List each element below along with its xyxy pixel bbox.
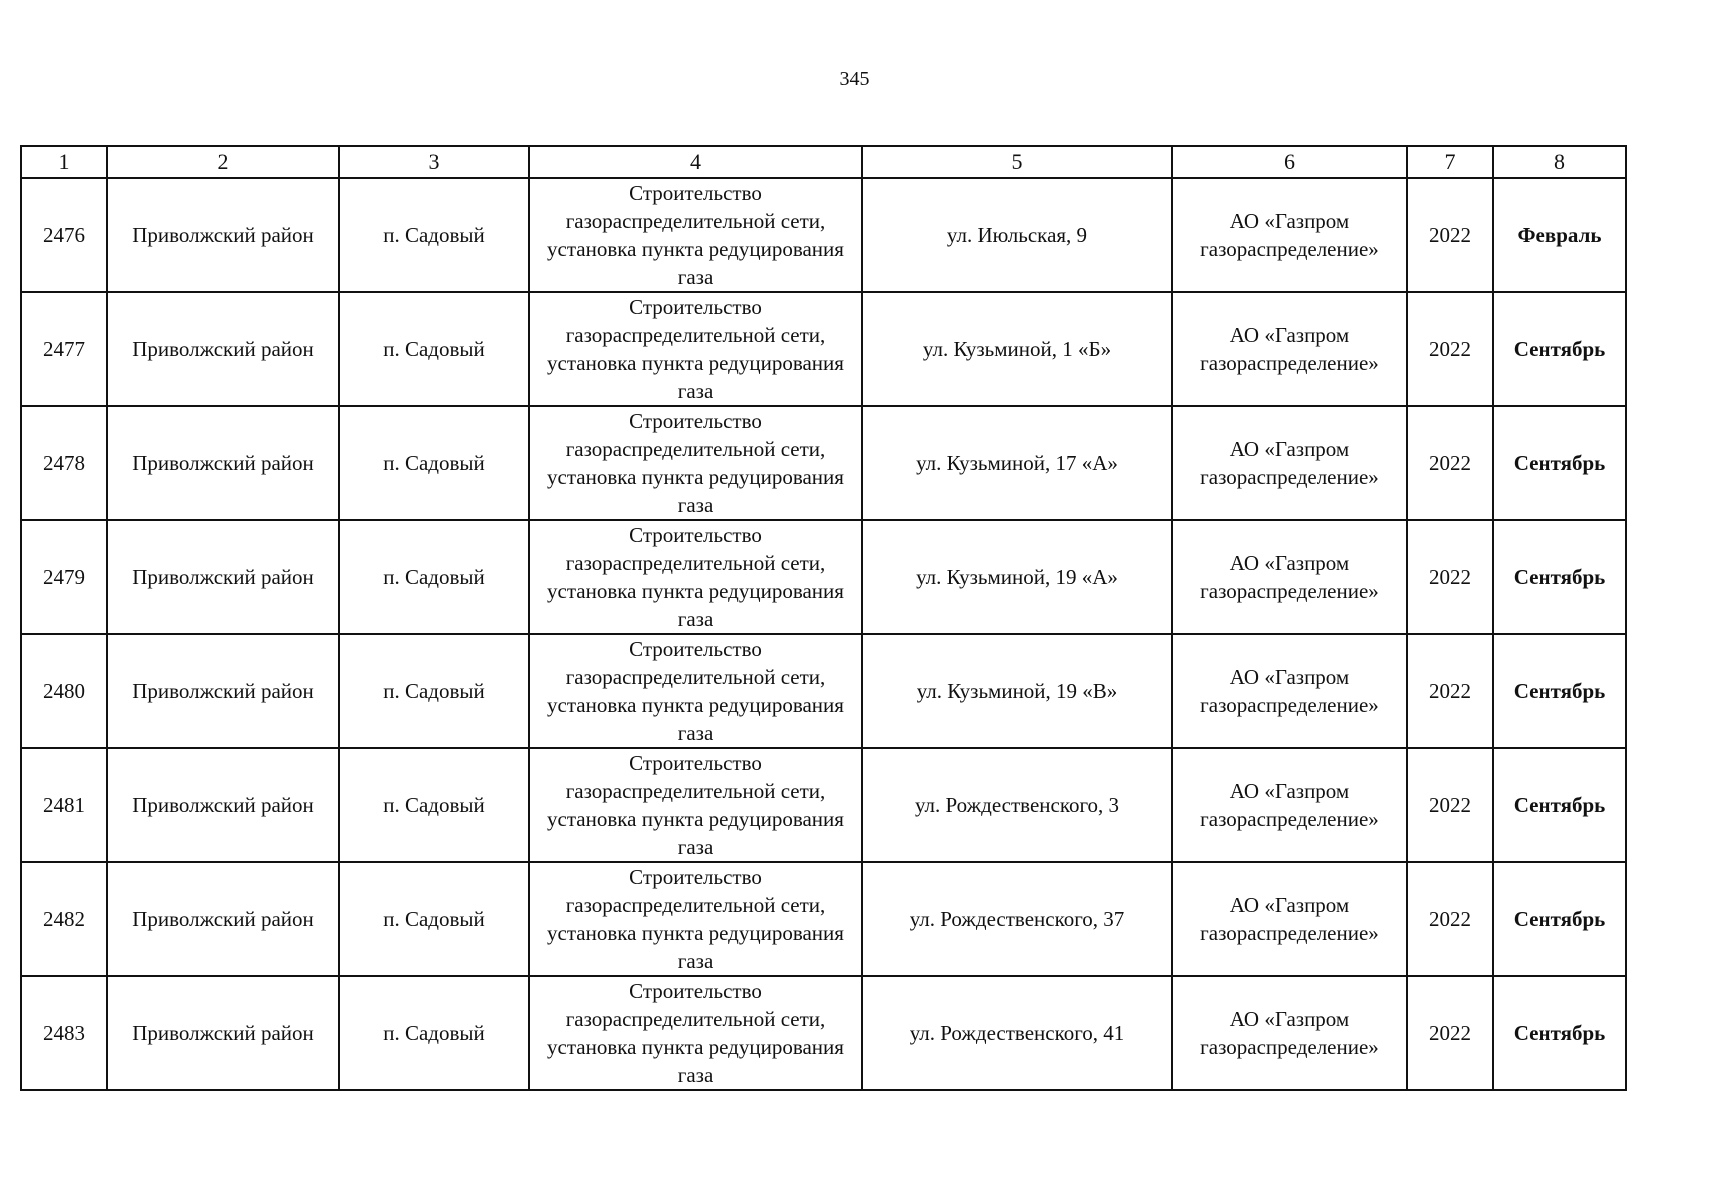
district-cell: Приволжский район (107, 178, 339, 292)
month-cell: Сентябрь (1493, 976, 1626, 1090)
work-type-cell: Строительство газораспределительной сети, установка пункта редуцирования газа (529, 634, 862, 748)
district-cell: Приволжский район (107, 292, 339, 406)
header-col-2: 2 (107, 146, 339, 178)
row-number-cell: 2480 (21, 634, 107, 748)
work-type-cell: Строительство газораспределительной сети, установка пункта редуцирования газа (529, 406, 862, 520)
month-cell: Февраль (1493, 178, 1626, 292)
address-cell: ул. Кузьминой, 19 «В» (862, 634, 1172, 748)
settlement-cell: п. Садовый (339, 406, 529, 520)
table-row (21, 406, 1626, 520)
organization-cell: АО «Газпром газораспределение» (1172, 862, 1407, 976)
row-number-cell: 2483 (21, 976, 107, 1090)
year-cell: 2022 (1407, 634, 1493, 748)
settlement-cell: п. Садовый (339, 862, 529, 976)
organization-cell: АО «Газпром газораспределение» (1172, 520, 1407, 634)
year-cell: 2022 (1407, 292, 1493, 406)
month-cell: Сентябрь (1493, 292, 1626, 406)
address-cell: ул. Кузьминой, 19 «А» (862, 520, 1172, 634)
year-cell: 2022 (1407, 406, 1493, 520)
table-row (21, 862, 1626, 976)
work-type-cell: Строительство газораспределительной сети, установка пункта редуцирования газа (529, 862, 862, 976)
header-col-3: 3 (339, 146, 529, 178)
year-cell: 2022 (1407, 748, 1493, 862)
district-cell: Приволжский район (107, 862, 339, 976)
year-cell: 2022 (1407, 520, 1493, 634)
row-number-cell: 2482 (21, 862, 107, 976)
row-number-cell: 2479 (21, 520, 107, 634)
address-cell: ул. Кузьминой, 17 «А» (862, 406, 1172, 520)
address-cell: ул. Рождественского, 3 (862, 748, 1172, 862)
year-cell: 2022 (1407, 976, 1493, 1090)
row-number-cell: 2477 (21, 292, 107, 406)
header-col-7: 7 (1407, 146, 1493, 178)
gas-network-schedule-table (20, 145, 1627, 1091)
year-cell: 2022 (1407, 862, 1493, 976)
header-col-4: 4 (529, 146, 862, 178)
year-cell: 2022 (1407, 178, 1493, 292)
table-row (21, 976, 1626, 1090)
page-number: 345 (839, 68, 870, 90)
district-cell: Приволжский район (107, 976, 339, 1090)
row-number-cell: 2478 (21, 406, 107, 520)
organization-cell: АО «Газпром газораспределение» (1172, 406, 1407, 520)
row-number-cell: 2481 (21, 748, 107, 862)
row-number-cell: 2476 (21, 178, 107, 292)
organization-cell: АО «Газпром газораспределение» (1172, 748, 1407, 862)
organization-cell: АО «Газпром газораспределение» (1172, 292, 1407, 406)
settlement-cell: п. Садовый (339, 634, 529, 748)
header-col-8: 8 (1493, 146, 1626, 178)
work-type-cell: Строительство газораспределительной сети, установка пункта редуцирования газа (529, 976, 862, 1090)
address-cell: ул. Рождественского, 37 (862, 862, 1172, 976)
month-cell: Сентябрь (1493, 520, 1626, 634)
month-cell: Сентябрь (1493, 862, 1626, 976)
header-col-5: 5 (862, 146, 1172, 178)
district-cell: Приволжский район (107, 634, 339, 748)
work-type-cell: Строительство газораспределительной сети, установка пункта редуцирования газа (529, 178, 862, 292)
organization-cell: АО «Газпром газораспределение» (1172, 634, 1407, 748)
header-col-6: 6 (1172, 146, 1407, 178)
table-row (21, 748, 1626, 862)
address-cell: ул. Кузьминой, 1 «Б» (862, 292, 1172, 406)
settlement-cell: п. Садовый (339, 292, 529, 406)
address-cell: ул. Рождественского, 41 (862, 976, 1172, 1090)
work-type-cell: Строительство газораспределительной сети, установка пункта редуцирования газа (529, 292, 862, 406)
district-cell: Приволжский район (107, 748, 339, 862)
settlement-cell: п. Садовый (339, 178, 529, 292)
work-type-cell: Строительство газораспределительной сети, установка пункта редуцирования газа (529, 748, 862, 862)
header-col-1: 1 (21, 146, 107, 178)
settlement-cell: п. Садовый (339, 976, 529, 1090)
address-cell: ул. Июльская, 9 (862, 178, 1172, 292)
district-cell: Приволжский район (107, 406, 339, 520)
district-cell: Приволжский район (107, 520, 339, 634)
table-row (21, 520, 1626, 634)
month-cell: Сентябрь (1493, 406, 1626, 520)
table-row (21, 178, 1626, 292)
settlement-cell: п. Садовый (339, 748, 529, 862)
header-row (21, 146, 1626, 178)
month-cell: Сентябрь (1493, 634, 1626, 748)
month-cell: Сентябрь (1493, 748, 1626, 862)
table-row (21, 292, 1626, 406)
settlement-cell: п. Садовый (339, 520, 529, 634)
organization-cell: АО «Газпром газораспределение» (1172, 178, 1407, 292)
organization-cell: АО «Газпром газораспределение» (1172, 976, 1407, 1090)
work-type-cell: Строительство газораспределительной сети, установка пункта редуцирования газа (529, 520, 862, 634)
table-row (21, 634, 1626, 748)
